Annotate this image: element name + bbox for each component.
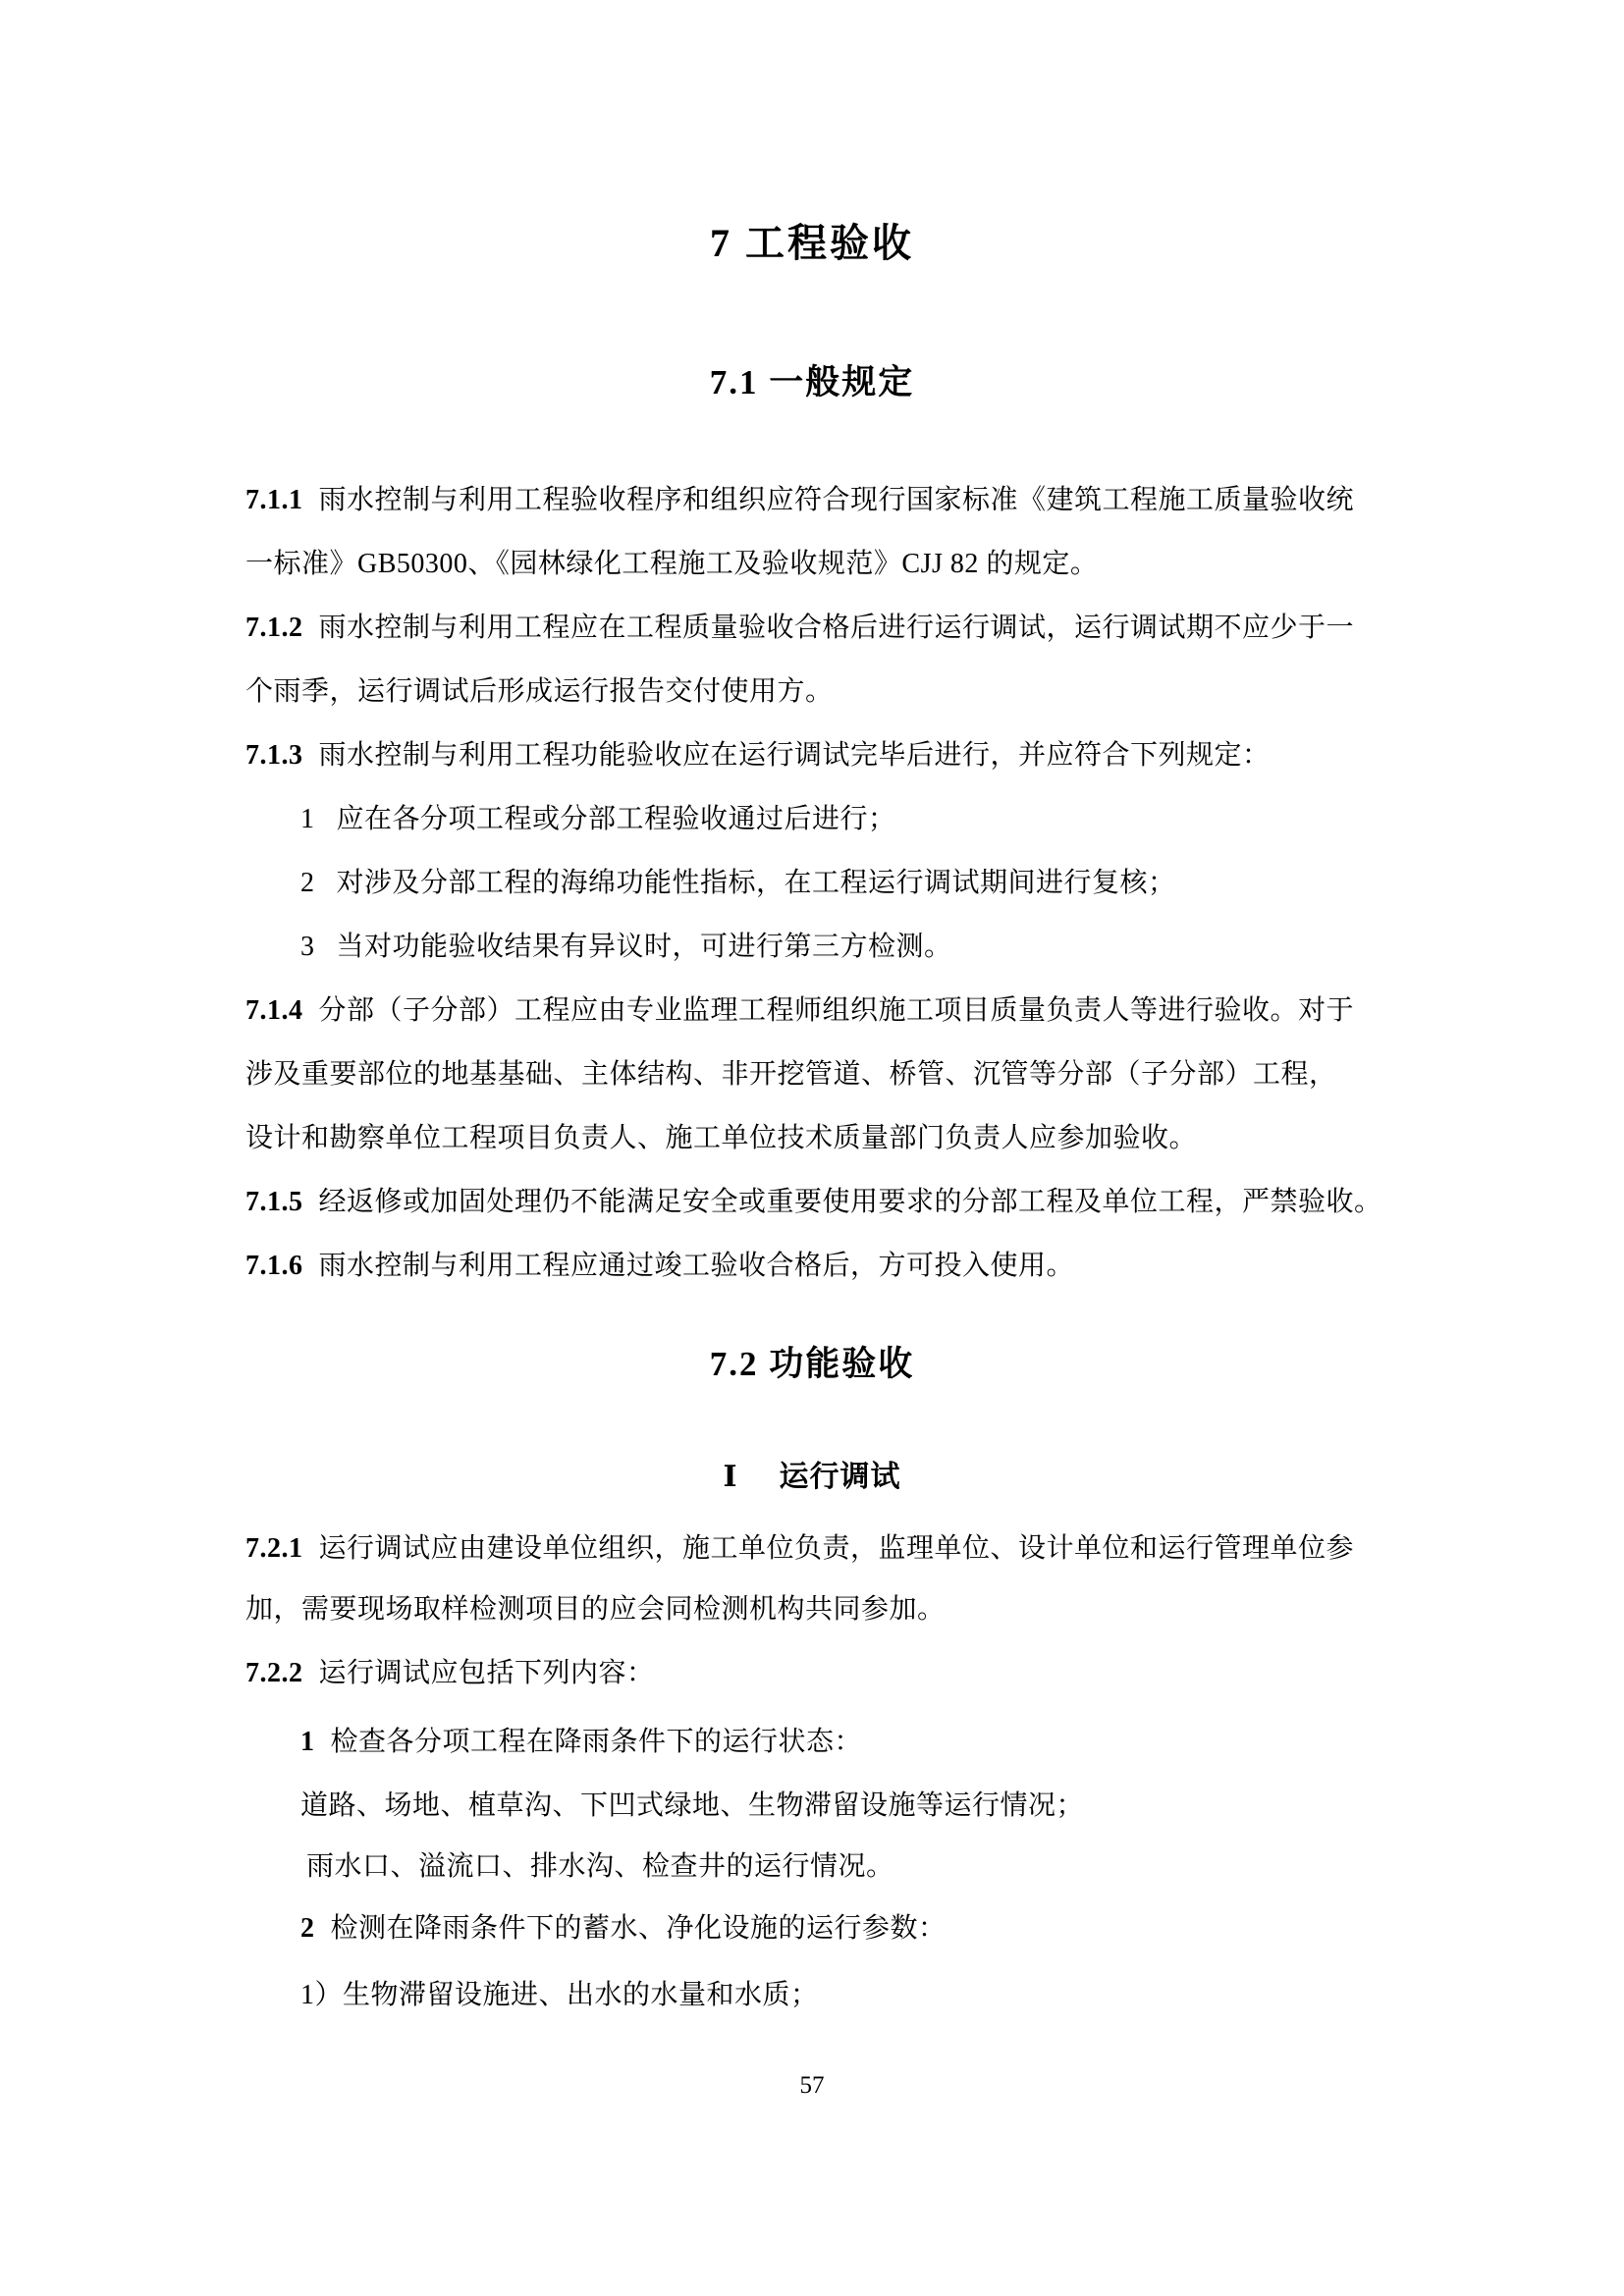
- subsection-numeral: Ⅰ: [723, 1461, 738, 1493]
- clause-7-1-1-line-2: [245, 532, 1473, 596]
- clause-7-1-5-line-1: [245, 1170, 1473, 1234]
- clause-text: 经返修或加固处理仍不能满足安全或重要使用要求的分部工程及单位工程，严禁验收。: [318, 1187, 1382, 1217]
- item-text: 当对功能验收结果有异议时，可进行第三方检测。: [336, 932, 952, 962]
- clause-text: 雨水控制与利用工程应通过竣工验收合格后，方可投入使用。: [318, 1251, 1075, 1281]
- subsection-heading: [0, 1455, 1624, 1500]
- clause-7-2-1-line-2: [245, 1577, 1473, 1641]
- clause-text: 加，需要现场取样检测项目的应会同检测机构共同参加。: [245, 1594, 946, 1625]
- chapter-heading: 7 工程验收: [710, 221, 914, 265]
- list-item-1-detail-1: [300, 1774, 1528, 1838]
- item-number: 2: [300, 1913, 315, 1944]
- clause-number: 7.2.1: [245, 1533, 303, 1564]
- clause-text: 运行调试应包括下列内容：: [318, 1658, 655, 1688]
- clause-number: 7.1.2: [245, 613, 303, 643]
- item-number: 2: [300, 868, 315, 898]
- subsection-title: 运行调试: [779, 1461, 901, 1493]
- item-number: 1: [300, 804, 315, 834]
- clause-number: 7.1.6: [245, 1251, 303, 1281]
- clause-text: 一标准》GB50300、《园林绿化工程施工及验收规范》CJJ 82 的规定。: [245, 549, 1099, 579]
- clause-text: 涉及重要部位的地基基础、主体结构、非开挖管道、桥管、沉管等分部（子分部）工程，: [245, 1059, 1337, 1090]
- item-text: 雨水口、溢流口、排水沟、检查井的运行情况。: [306, 1851, 894, 1882]
- clause-number: 7.1.5: [245, 1187, 303, 1217]
- section-7-1-heading: 7.1 一般规定: [709, 363, 915, 401]
- clause-7-1-4-line-1: [245, 979, 1473, 1042]
- item-text: 对涉及分部工程的海绵功能性指标，在工程运行调试期间进行复核；: [336, 868, 1176, 898]
- clause-7-1-2-line-2: [245, 660, 1473, 723]
- clause-7-2-2-line-1: [245, 1641, 1473, 1705]
- clause-text: 雨水控制与利用工程应在工程质量验收合格后进行运行调试，运行调试期不应少于一: [318, 613, 1355, 643]
- item-text: 1）生物滞留设施进、出水的水量和水质；: [300, 1980, 819, 2010]
- clause-7-1-3-line-1: [245, 723, 1473, 787]
- item-text: 检查各分项工程在降雨条件下的运行状态：: [330, 1727, 863, 1757]
- list-item-1-detail-2: [306, 1835, 1534, 1898]
- item-number: 1: [300, 1727, 315, 1757]
- list-item-2-check: [300, 1896, 1528, 1960]
- clause-number: 7.1.3: [245, 740, 303, 771]
- item-text: 检测在降雨条件下的蓄水、净化设施的运行参数：: [330, 1913, 947, 1944]
- clause-text: 个雨季，运行调试后形成运行报告交付使用方。: [245, 676, 834, 707]
- clause-text: 分部（子分部）工程应由专业监理工程师组织施工项目质量负责人等进行验收。对于: [318, 995, 1355, 1026]
- section-7-2-heading: 7.2 功能验收: [709, 1345, 915, 1383]
- clause-text: 设计和勘察单位工程项目负责人、施工单位技术质量部门负责人应参加验收。: [245, 1123, 1198, 1153]
- page-number: 57: [799, 2072, 825, 2099]
- list-item-1-check: [300, 1710, 1528, 1774]
- item-number: 3: [300, 932, 315, 962]
- clause-number: 7.2.2: [245, 1658, 303, 1688]
- clause-number: 7.1.1: [245, 485, 303, 515]
- list-item-2: [300, 851, 1528, 915]
- clause-text: 运行调试应由建设单位组织，施工单位负责，监理单位、设计单位和运行管理单位参: [318, 1533, 1355, 1564]
- item-text: 应在各分项工程或分部工程验收通过后进行；: [336, 804, 896, 834]
- list-item-3: [300, 915, 1528, 979]
- clause-7-1-2-line-1: [245, 596, 1473, 660]
- clause-7-2-1-line-1: [245, 1517, 1473, 1580]
- clause-7-1-4-line-2: [245, 1042, 1473, 1106]
- item-text: 道路、场地、植草沟、下凹式绿地、生物滞留设施等运行情况；: [300, 1790, 1085, 1821]
- clause-number: 7.1.4: [245, 995, 303, 1026]
- list-item-1: [300, 787, 1528, 851]
- clause-7-1-1-line-1: [245, 468, 1473, 532]
- clause-text: 雨水控制与利用工程功能验收应在运行调试完毕后进行，并应符合下列规定：: [318, 740, 1271, 771]
- clause-text: 雨水控制与利用工程验收程序和组织应符合现行国家标准《建筑工程施工质量验收统: [318, 485, 1355, 515]
- clause-7-1-6-line-1: [245, 1234, 1473, 1298]
- list-item-2-sub-1: [300, 1963, 1528, 2027]
- clause-7-1-4-line-3: [245, 1106, 1473, 1170]
